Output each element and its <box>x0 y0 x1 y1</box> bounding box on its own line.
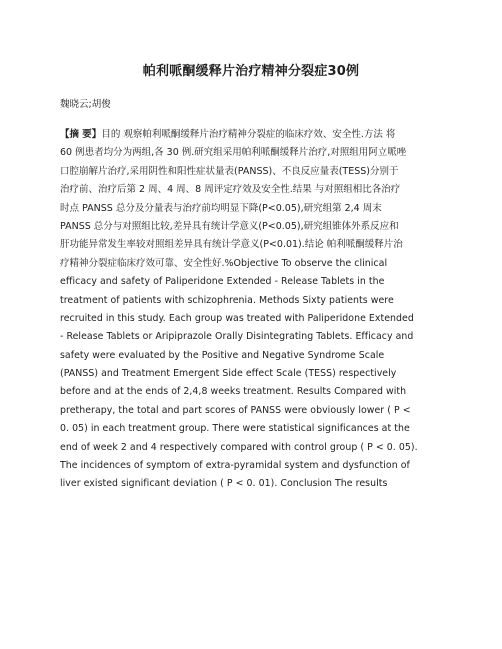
document-title: 帕利哌酮缓释片治疗精神分裂症30例 <box>142 64 360 79</box>
abstract-line: 【摘 要】目的 观察帕利哌酮缓释片治疗精神分裂症的临床疗效、安全性.方法 将 <box>60 129 396 140</box>
abstract-line: before and at the ends of 2,4,8 weeks treatment. Results Compared with <box>60 386 407 398</box>
abstract-line: 口腔崩解片治疗,采用阴性和阳性症状量表(PANSS)、不良反应量表(TESS)分别于 <box>60 165 399 177</box>
abstract-body <box>60 126 436 494</box>
document-authors: 魏晓云;胡俊 <box>60 99 111 110</box>
abstract-line: - Release Tablets or Aripiprazole Orally Disintegrating Tablets. Efficacy and <box>60 331 414 343</box>
abstract-line: 治疗前、治疗后第 2 周、4 周、8 周评定疗效及安全性.结果 与对照组相比各治疗 <box>60 184 401 196</box>
abstract-line: pretherapy, the total and part scores of PANSS were obviously lower ( P < <box>60 404 411 416</box>
abstract-line: 肝功能异常发生率较对照组差异具有统计学意义(P<0.01).结论 帕利哌酮缓释片治 <box>60 239 403 251</box>
abstract-line: end of week 2 and 4 respectively compared with control group ( P < 0. 05). <box>60 441 418 453</box>
abstract-line: treatment of patients with schizophrenia. Methods Sixty patients were <box>60 294 394 306</box>
abstract-line: 60 例患者均分为两组,各 30 例.研究组采用帕利哌酮缓释片治疗,对照组用阿立哌唑 <box>60 147 407 159</box>
abstract-line: 0. 05) in each treatment group. There were statistical significances at the <box>60 423 410 435</box>
abstract-line: 时点 PANSS 总分及分量表与治疗前均明显下降(P<0.05),研究组第 2,4 周末 <box>60 202 382 214</box>
abstract-line: safety were evaluated by the Positive and Negative Syndrome Scale <box>60 349 385 361</box>
abstract-line: (PANSS) and Treatment Emergent Side effect Scale (TESS) respectively <box>60 368 397 380</box>
abstract-line: liver existed significant deviation ( P < 0. 01). Conclusion The results <box>60 478 388 490</box>
abstract-line: recruited in this study. Each group was treated with Paliperidone Extended <box>60 312 414 324</box>
abstract-label: 【摘 要】 <box>60 129 102 140</box>
abstract-line: The incidences of symptom of extra-pyramidal system and dysfunction of <box>60 460 410 472</box>
abstract-line: PANSS 总分与对照组比较,差异具有统计学意义(P<0.05),研究组锥体外系反应和 <box>60 220 399 232</box>
abstract-line: efficacy and safety of Paliperidone Extended - Release Tablets in the <box>60 276 385 288</box>
abstract-line: 疗精神分裂症临床疗效可靠、安全性好.%Objective To observe the clinical <box>60 257 388 269</box>
